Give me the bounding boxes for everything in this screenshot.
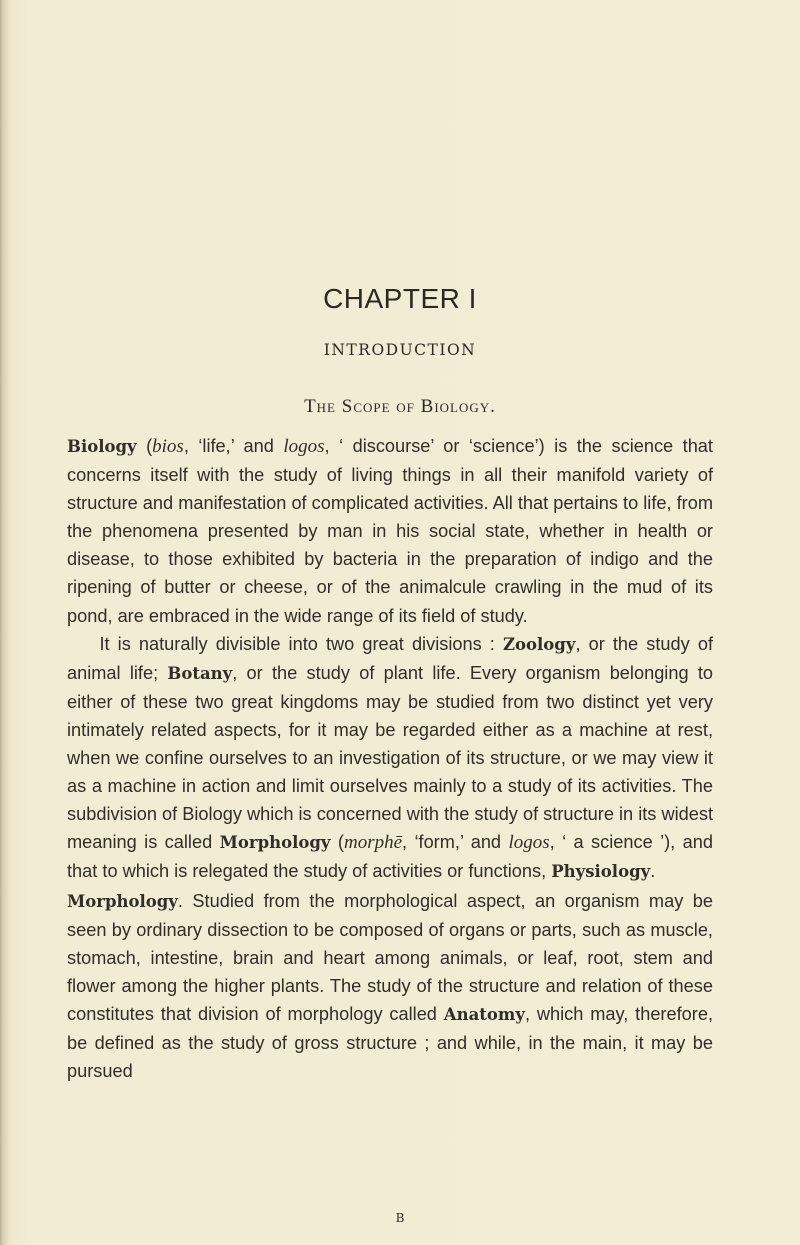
italic-morphe: morphē xyxy=(343,832,403,854)
section-subheading: The Scope of Biology. xyxy=(304,396,496,417)
chapter-title: CHAPTER I xyxy=(323,283,477,314)
chapter-heading: INTRODUCTION xyxy=(323,341,477,359)
text-run: ( xyxy=(136,436,153,456)
term-biology: Biology xyxy=(67,437,137,456)
text-run: , ‘life,’ and xyxy=(183,436,284,456)
italic-logos: logos xyxy=(508,832,550,854)
term-physiology: Physiology xyxy=(551,862,651,882)
paragraph-morphology xyxy=(67,887,713,1086)
text-run: It is naturally divisible into two great divisions : xyxy=(99,633,503,654)
term-anatomy: Anatomy xyxy=(443,1004,525,1024)
text-run: , or the study of animal life; xyxy=(67,633,714,683)
term-zoology: Zoology xyxy=(502,634,576,654)
text-run: , ‘ discourse’ or ‘science’) is the science that concerns itself with the study of living things in all their manifold variety of structure and manifestation of complicated activities. All that pertains to life, from the phenomena presented by man in his social state, whether in health or disease, to those exhibited by bacteria in the preparation of indigo and the ripening of butter or cheese, or of the animalcule crawling in the mud of its pond, are embraced in the wide range of its field of study. xyxy=(67,436,713,626)
text-run: ( xyxy=(330,832,344,853)
text-run: , or the study of plant life. Every organism belonging to either of these two great kingdoms may be studied from two distinct yet very intimately related aspects, for it may be regarded either as a machine at rest, when we confine ourselves to an investigation of its structure, or we may view it as a machine in action and limit ourselves mainly to a study of its activities. The subdivision of Biology which is concerned with the study of structure in its widest meaning is called xyxy=(67,662,713,853)
paragraph-biology xyxy=(67,432,713,630)
text-run: , ‘form,’ and xyxy=(402,832,509,853)
signature-mark: B xyxy=(395,1211,405,1225)
term-morphology: Morphology xyxy=(219,833,331,853)
term-morphology-heading: Morphology xyxy=(67,891,178,911)
paragraph-divisions xyxy=(67,630,713,887)
text-run: . Studied from the morphological aspect, an organism may be seen by ordinary dissection to be composed of organs or parts, such as muscle, stomach, intestine, brain and heart among animals, or leaf, root, stem and flower among the higher plants. The study of the structure and relation of these constitutes that division of morphology called xyxy=(67,890,713,1024)
term-botany: Botany xyxy=(167,663,233,683)
text-run: , ‘ a science ’), and that to which is relegated the study of activities or functions, xyxy=(67,832,713,882)
text-run: . xyxy=(650,861,656,882)
italic-logos: logos xyxy=(283,436,325,457)
italic-bios: bios xyxy=(152,436,184,457)
text-run: , which may, therefore, be defined as the study of gross structure ; and while, in the main, it may be pursued xyxy=(67,1003,713,1082)
body-text xyxy=(67,432,713,1085)
